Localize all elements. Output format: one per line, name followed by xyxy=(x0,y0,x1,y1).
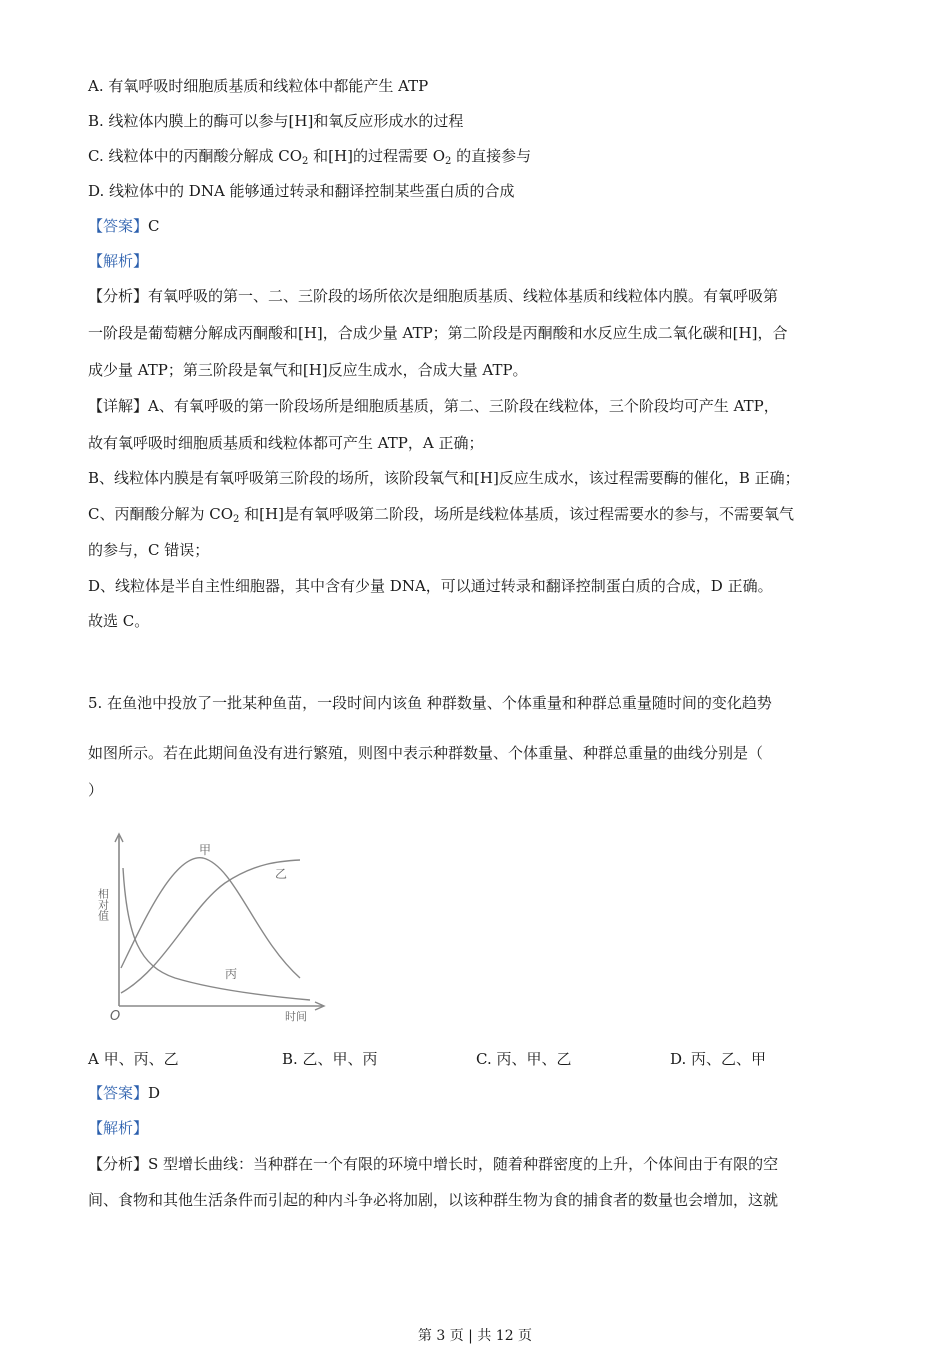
curve-diagram xyxy=(95,828,335,1023)
q4-fenxi-line: 成少量 ATP；第三阶段是氧气和[H]反应生成水，合成大量 ATP。 xyxy=(88,361,528,379)
curve-label-yi: 乙 xyxy=(275,867,288,881)
q5-option-a: A 甲、丙、乙 xyxy=(88,1050,179,1068)
x-axis-label: 时间 xyxy=(285,1010,307,1023)
page-footer: 第 3 页 | 共 12 页 xyxy=(417,1328,533,1344)
q4-option-d: D. 线粒体中的 DNA 能够通过转录和翻译控制某些蛋白质的合成 xyxy=(88,182,515,200)
q4-xiangjie-line: 故选 C。 xyxy=(88,612,150,630)
q5-fenxi-line: 间、食物和其他生活条件而引起的种内斗争必将加剧，以该种群生物为食的捕食者的数量也会增加，这就 xyxy=(88,1191,779,1209)
q5-fenxi-line: 【分析】S 型增长曲线：当种群在一个有限的环境中增长时，随着种群密度的上升，个体间由于有限的空 xyxy=(88,1155,779,1173)
q4-fenxi-line: 【分析】有氧呼吸的第一、二、三阶段的场所依次是细胞质基质、线粒体基质和线粒体内膜。有氧呼吸第 xyxy=(88,287,779,305)
curve-bing xyxy=(123,868,310,1000)
q4-jiexi-label: 【解析】 xyxy=(88,252,149,270)
q4-xiangjie-line: 【详解】A、有氧呼吸的第一阶段场所是细胞质基质，第二、三阶段在线粒体，三个阶段均可产生 ATP， xyxy=(88,397,779,415)
q4-fenxi-line: 一阶段是葡萄糖分解成丙酮酸和[H]，合成少量 ATP；第二阶段是丙酮酸和水反应生成二氧化碳和[H]，合 xyxy=(88,324,788,342)
q5-option-c: C. 丙、甲、乙 xyxy=(476,1050,572,1068)
q4-xiangjie-line: 故有氧呼吸时细胞质基质和线粒体都可产生 ATP，A 正确； xyxy=(88,434,484,452)
curve-yi xyxy=(121,860,300,993)
q4-option-b: B. 线粒体内膜上的酶可以参与[H]和氧反应形成水的过程 xyxy=(88,112,464,130)
q5-answer: 【答案】D xyxy=(88,1084,161,1102)
q5-stem-line: ） xyxy=(88,781,104,799)
q4-xiangjie-line: B、线粒体内膜是有氧呼吸第三阶段的场所，该阶段氧气和[H]反应生成水，该过程需要酶的催化，B 正确； xyxy=(88,469,800,487)
q5-stem-line: 5. 在鱼池中投放了一批某种鱼苗，一段时间内该鱼 种群数量、个体重量和种群总重量随时间的变化趋势 xyxy=(88,694,772,712)
q4-answer: 【答案】C xyxy=(88,217,160,235)
curve-label-jia: 甲 xyxy=(199,843,212,857)
q4-xiangjie-line: 的参与，C 错误； xyxy=(88,541,210,559)
q5-option-b: B. 乙、甲、丙 xyxy=(282,1050,378,1068)
q4-xiangjie-line: C、丙酮酸分解为 $CO_2$ 和[H]是有氧呼吸第二阶段，场所是线粒体基质，该过程需要水的参与，不需要氧气 xyxy=(88,505,794,525)
y-axis-label: 相对值 xyxy=(96,888,110,921)
q4-xiangjie-line: D、线粒体是半自主性细胞器，其中含有少量 DNA，可以通过转录和翻译控制蛋白质的合成，D 正确。 xyxy=(88,577,773,595)
q4-option-a: A. 有氧呼吸时细胞质基质和线粒体中都能产生 ATP xyxy=(88,77,429,95)
origin-label: O xyxy=(110,1009,121,1023)
q5-stem-line: 如图所示。若在此期间鱼没有进行繁殖，则图中表示种群数量、个体重量、种群总重量的曲线分别是（ xyxy=(88,744,764,762)
q4-option-c: C. 线粒体中的丙酮酸分解成 $CO_2$ 和[H]的过程需要 $O_2$ 的直接参与 xyxy=(88,147,532,167)
q5-option-d: D. 丙、乙、甲 xyxy=(670,1050,767,1068)
curve-label-bing: 丙 xyxy=(225,967,238,981)
q5-jiexi-label: 【解析】 xyxy=(88,1119,149,1137)
q5-figure xyxy=(95,828,335,1023)
